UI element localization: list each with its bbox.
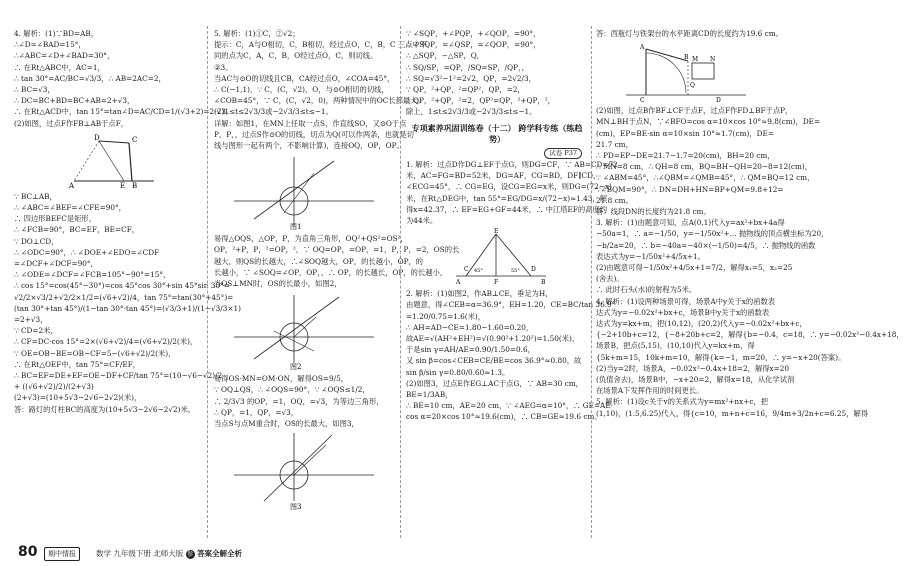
text-line: ∴ △SQP，∽△SP，Q， (406, 51, 484, 61)
answer-label: 答案全解全析 (197, 549, 243, 558)
fig-label-c: C (464, 266, 469, 274)
text-line: (负值舍去)，场景B中，−x+20=2，解得x=18，从化学试剂 (596, 375, 795, 385)
fig-label-e: E (494, 228, 499, 236)
text-line: ∵ ∠SQP，+∠PQP，+∠QOP，=90°， (406, 29, 541, 38)
text-line: MN⊥BH于点N，∵∠BFO=cos α=10×cos 10°≈9.8(cm)，DE= (596, 117, 821, 127)
text-line: 达式为y=kx+m，把(10,12)，(20,2)代入y=−0.02x²+bx+c， (596, 319, 807, 329)
text-line: 易得OS·MN=OM·ON，解得OS=9/5， (214, 374, 349, 384)
fig-label-a: A (640, 44, 645, 52)
text-line: ∵ CD=2米， (14, 326, 58, 336)
text-line: 当OS⊥MN时，OS的长最小，如图2， (214, 279, 342, 289)
text-line: (2)如图，过点B作BF⊥CF于点F，过点F作FD⊥BF于点P， (596, 106, 793, 116)
text-line: ∵∠BQM=90°，∴ DN=DH+HN=BP+QM=9.8+12= (596, 184, 784, 194)
text-line: (cm)，EP=BE·sin α=10×sin 10°≈1.7(cm)，DE= (596, 128, 774, 138)
column-1 (14, 28, 241, 536)
tower-triangle-figure (406, 228, 586, 286)
text-line: ∴ PD=EP−DE=21.7−1.7=20(cm)，BH=20 cm， (596, 151, 775, 161)
text-line: 场景B，把点(5,15)，(10,10)代入y=kx+m，得 (596, 341, 755, 351)
text-line: 线与图形一起有两个，不影响计算)，连接OQ，OP，OP。 (214, 141, 404, 151)
fig-label-b: B (684, 54, 689, 62)
text-line: =1.20/0.75=1.6(米)， (406, 311, 486, 321)
text-line: 故AE=√(AH²+EH²)=√(0.90²+1.20²)=1.50(米)， (406, 334, 580, 344)
text-line: 详解：如图1，在MN上任取一点S，作直线SO，又⊙O于点 (214, 118, 407, 128)
text-line: 2. 解析：(1)如图2，作AB⊥CE，垂足为H， (406, 289, 553, 299)
text-line: ∴ DC=BC+BD=BC+AB=2+√3， (14, 96, 135, 106)
text-line: ∴ 在Rt△ACD中，tan 15°=tan∠D=AC/CD=1/(√3+2)=2-√3。 (14, 107, 234, 117)
text-line: ∴ 四边形BEFC是矩形， (14, 214, 97, 224)
text-line: ∵ OE=OB−BE=OB−CF=5−(√6+√2)/2(米)， (14, 348, 176, 358)
text-line: 答：西瓶灯与铁架台的水平距离CD的长度约为19.6 cm。 (596, 29, 783, 38)
text-line: ∴ BC=√3， (14, 85, 55, 95)
text-line: 3. 解析：(1)由题意可知，点A(0,1)代入y=ax²+bx+4a得 (596, 218, 785, 228)
text-line: ∵ QP，²+QP，²=QP²，QP，=2， (406, 85, 525, 95)
text-line: ∴ MN=8 cm，∴ QH=8 cm，BQ=BH−QH=20−8=12(cm)， (596, 162, 813, 172)
text-line: 由题意，得∠CEB=α=36.9°，EH=1.20，CE=BC/tan 36.9° (406, 300, 616, 310)
text-line: ∴ ∠ODC=90°，∴ ∠DOE+∠EDO=∠CDF (14, 247, 160, 257)
text-line: √2/2×√3/2+√2/2×1/2=(√6+√2)/4，tan 75°=tan(30°+45°)= (14, 292, 234, 302)
text-line: 5. 解析：(1)①C，②√2； (214, 29, 300, 38)
solution-5-part2 (214, 233, 460, 289)
text-line: ∴ tan 30°=AC/BC=√3/3，∴ AB=2AC=2， (14, 73, 166, 83)
text-line: 4. 解析：(1)设两种场景可得，场景A中y关于x的函数表 (596, 296, 776, 306)
figure-1-coordinate-circle (214, 153, 384, 231)
text-line: BE=1/3AB， (406, 390, 453, 400)
text-line: 答：路灯的灯柱BC的高度为(10+5√3−2√6−2√2)米。 (14, 404, 196, 414)
text-line: 提示：C，A与O相切，C，B相切，经过点O，C，B，C 三点中不 (214, 40, 428, 50)
text-line: cos α=20×cos 10°≈19.6(cm)，∴ CB=GE≈19.6 cm。 (406, 412, 602, 422)
text-line: 21.8 cm。 (596, 195, 633, 205)
text-line: {5k+m=15，10k+m=10，解得{k=−1，m=20，∴ y=−x+20(答案)。 (596, 352, 846, 362)
text-line: 长越小，∵ ∠SOQ=∠OP，OP，，∴ OP，的长越长，OP，的长越小， (214, 267, 448, 277)
column-divider (591, 26, 592, 538)
fig-label-q: Q (690, 82, 695, 90)
text-line: ∠ECG=45°，∴ CG=EG，设CG=EG=x米，则DG=(72−x) (406, 182, 612, 192)
text-line: (2)如图，过点F作FB⊥AB于点F， (14, 118, 129, 128)
text-line: −50a=1，∴ a=−1/50，y=−1/50x²+... 抛物线的顶点横坐标为20， (596, 229, 829, 239)
text-line: =2+√3， (14, 315, 48, 325)
text-line: ∴ 在Rt△OEF中，tan 75°=CF/EF， (14, 359, 141, 369)
angle-55: 55° (511, 268, 520, 275)
text-line: (2)由题意可得−1/50x²+4/5x+1=7/2，解得x₁=5，x₂=25 (596, 263, 793, 273)
text-line: 除上，1≤t≤2√3/3或−2√3/3≤t≤−1。 (406, 107, 537, 117)
text-line: ∵ ∠ABM=45°，∴∠QBM=∠QMB=45°，∴ QM=BQ=12 cm， (596, 173, 815, 183)
text-line: 21.7 cm， (596, 139, 633, 149)
fig-label-b: B (132, 181, 138, 190)
text-line: ∴ 在Rt△ABC中，AC=1， (14, 62, 105, 72)
text-line: ∴ ∠ABC=∠BEF=∠CFE=90°， (14, 203, 126, 213)
text-line: (2+√3)=(10+5√3−2√6−2√2)(米)， (14, 393, 142, 403)
text-line: ∴∠ABC=∠D+∠BAD=30°， (14, 51, 115, 61)
text-line: ∵ OQ⊥QS，∴ ∠OQS=90°，∵ ∠OQS≤1/2， (214, 385, 370, 395)
text-line: =∠DCF+∠DCF=90°， (14, 259, 98, 269)
solution-4-part2 (14, 191, 241, 415)
text-line: + ((√6+√2)/2)/(2+√3) (14, 382, 94, 392)
solution-5-continued (406, 28, 588, 118)
text-line: 米，在Rt△DEG中，tan 55°=EG/DG=x/(72−x)≈1.43，解 (406, 193, 608, 203)
angle-45: 45° (474, 268, 483, 275)
column-4 (596, 28, 904, 536)
text-line: OP，²+P，P，²=OP，²，∵ OQ=OP，=OP，=1，P，P，=2，OS的长 (214, 245, 460, 255)
page-number: 80 (18, 544, 38, 560)
text-line: sin β/sin γ=0.80/0.60≈1.3。 (406, 367, 510, 377)
figure-2-coordinate-circle (214, 291, 384, 371)
text-line: ∵ DO⊥CD， (14, 236, 59, 246)
fig-label-m: M (692, 56, 699, 64)
text-line: ∴ CF=DC·cos 15°=2×(√6+√2)/4=(√6+√2)/2(米)， (14, 337, 198, 347)
text-line: 当点S与点M重合时，OS的长最大，如图3， (214, 419, 359, 429)
text-line: 于是sin γ=AH/AE=0.90/1.50=0.6， (406, 345, 535, 355)
text-line: ∴ QP，²+QP，²=2，QP²=QP，²+QP，²， (406, 96, 555, 106)
text-line: P，P，，过点S作⊙O的切线，切点为Q(可以作两条，也就是切 (214, 129, 414, 139)
text-line: 为44米。 (406, 216, 438, 226)
text-line: ∴ BC=EF=DE+EF=OE−DF+CF/tan 75°=(10−√6−√2)/2 (14, 371, 223, 381)
text-line: ∴ BE=10 cm，AE=20 cm，∵ ∠AEG=α=10°，∴ GE=AE· (406, 401, 613, 411)
text-line: ∴ 此时石头(水)的射程为5米。 (596, 285, 697, 295)
text-line: (2)如图3，过点E作EG⊥AC于点G，∵ AB=30 cm， (406, 378, 583, 388)
footer-info (96, 548, 242, 559)
problems-2-to-5-solutions (596, 105, 904, 419)
solution-5-part1 (214, 28, 428, 151)
text-line: ②3。 (214, 62, 233, 72)
text-line: 越大，则QS的长越大，∴∠SOQ越大，OP，的长越小，OP，的 (214, 256, 424, 266)
text-line: ∴ QP，=1，QP，=√3， (214, 407, 299, 417)
answer-circle-icon: 参 (187, 550, 194, 558)
text-line: ∴ ∠ODE=∠DCF=∠FCB=105°−90°=15°， (14, 270, 171, 280)
fig-label-c: C (132, 135, 138, 144)
text-line: (tan 30°+tan 45°)/(1−tan 30°·tan 45°)=(√3/3+1)/(1−√3/3×1) (14, 303, 241, 313)
fig-label-n: N (710, 56, 716, 64)
text-line: ∴ SQ=√3²−1²=2√2，QP，=2√2/3， (406, 73, 536, 83)
fig-label-e: E (120, 181, 126, 190)
problem-2-answer (596, 28, 786, 39)
fig-label-a: A (456, 279, 461, 287)
text-line: 又 sin β=cos∠CEB=CE/BE=cos 36.9°≈0.80，故 (406, 356, 582, 366)
text-line: 在场景A下发挥作用的时间更长。 (596, 386, 704, 396)
text-line: 同的点为C，A，C，B，O经过点O，C，则切线。 (214, 51, 378, 61)
test-paper-badge: 试卷 P37 (544, 148, 582, 159)
page-footer (0, 540, 800, 566)
figure-3-coordinate-circle (214, 431, 384, 511)
solution-4-part1 (14, 28, 234, 129)
series-box: 期中情报 (44, 547, 80, 561)
text-line: 当AC与⊙O的切线且CB，CA经过点O，∠COA=45°， (214, 73, 395, 83)
text-line: 米，AC=FG=BD=52米，DG=AF，CG=BD，DF∥CD， (406, 171, 601, 181)
fig2-caption: 图2 (290, 363, 302, 372)
fig-label-f: F (494, 279, 499, 287)
apparatus-figure (596, 41, 781, 103)
text-line: (2)当y=2时，场景A，−0.02x²−0.4x+18=2，解得x=20 (596, 363, 790, 373)
text-line: 易得△OQS，△OP，P，为直角三角形，OQ²+QS²=OS²， (214, 234, 408, 244)
column-divider (400, 26, 401, 538)
fig1-caption: 图1 (290, 223, 302, 232)
text-line: 表达式为y=−1/50x²+4/5x+1。 (596, 251, 705, 261)
text-line: (1,10)，(1.5,6.25)代入，得{c=10，m+n+c=16，9/4m+3/2n+c=6.25，解得 (596, 408, 869, 418)
solution-5-part3 (214, 373, 394, 429)
text-line: 答：线段DN的长度约为21.8 cm。 (596, 207, 711, 217)
text-line: ∴ 2/3√3 的OP，=1，OQ，=√3，为等边三角形， (214, 396, 384, 406)
fig3-caption: 图3 (290, 503, 302, 512)
text-line: 得x=42.37，∴ EF=EG+GF=44米，∴ 中江塔EF的高度约 (406, 204, 608, 214)
text-line: (舍去)。 (596, 274, 624, 284)
fig-label-d: D (531, 266, 536, 274)
text-line: ∴∠D=∠BAD=15°， (14, 40, 86, 50)
lamp-pole-figure (14, 131, 194, 189)
fig-label-a: A (69, 181, 75, 190)
text-line: ∵ BC⊥AB， (14, 191, 57, 201)
fig-label-d: D (716, 97, 721, 105)
text-line: ∠COB=45°，∵ C，(C，√2，0)，两种情况中的OC长都最大。 (214, 96, 425, 106)
text-line: 1. 解析：过点D作DG⊥EF于点G，则DG=CF，∵ AB=CD=72 (406, 160, 618, 170)
fig-label-b: B (541, 279, 546, 287)
text-line: ∴ cos 15°=cos(45°−30°)=cos 45°cos 30°+sin 45°sin 30°= (14, 281, 230, 291)
text-line: ∴ C(−1,1)，∵ C，(C，√2)，O，与⊙O相切的切线， (214, 85, 389, 95)
text-line: 4. 解析：(1)∵BD=AB， (14, 29, 99, 38)
text-line: ∴ SQ/SP，=QP，/SQ=SP，/QP，， (406, 62, 529, 72)
column-divider (207, 26, 208, 538)
text-line: (2)1≤t≤2√3/3或−2√3/3≤t≤−1。 (214, 107, 333, 117)
text-line: ∴ AH=AD−CE=1.80−1.60=0.20， (406, 322, 534, 332)
text-line: −b/2a=20，∴ b=−40a=−40×(−1/50)=4/5，∴ 抛物线的函数 (596, 240, 816, 250)
section-title: 专项素养巩固训练卷（十二） 跨学科专练（练趋势） (411, 123, 583, 144)
book-info: 数学 九年级下册 北师大版 (96, 549, 184, 558)
fig-label-d: D (94, 133, 100, 142)
text-line: ∴ ∠FCB=90°，BC=EF，BE=CF， (14, 225, 140, 235)
text-line: 达式为y=−0.02x²+bx+c，场景B中y关于x的函数表 (596, 307, 770, 317)
text-line: 5. 解析：(1)设c关于v的关系式为y=mx²+nx+c，把 (596, 397, 769, 407)
fig-label-c: C (640, 97, 645, 105)
problem-2-solution (406, 288, 616, 422)
text-line: {−2+10b+c=12，{−8+20b+c=2，解得{b=−0.4，c=18，∴ y=−0.02x²−0.4x+18， (596, 330, 904, 340)
text-line: ∴ ∠SQP，=∠QSP，=∠QOP，=90°， (406, 40, 541, 50)
